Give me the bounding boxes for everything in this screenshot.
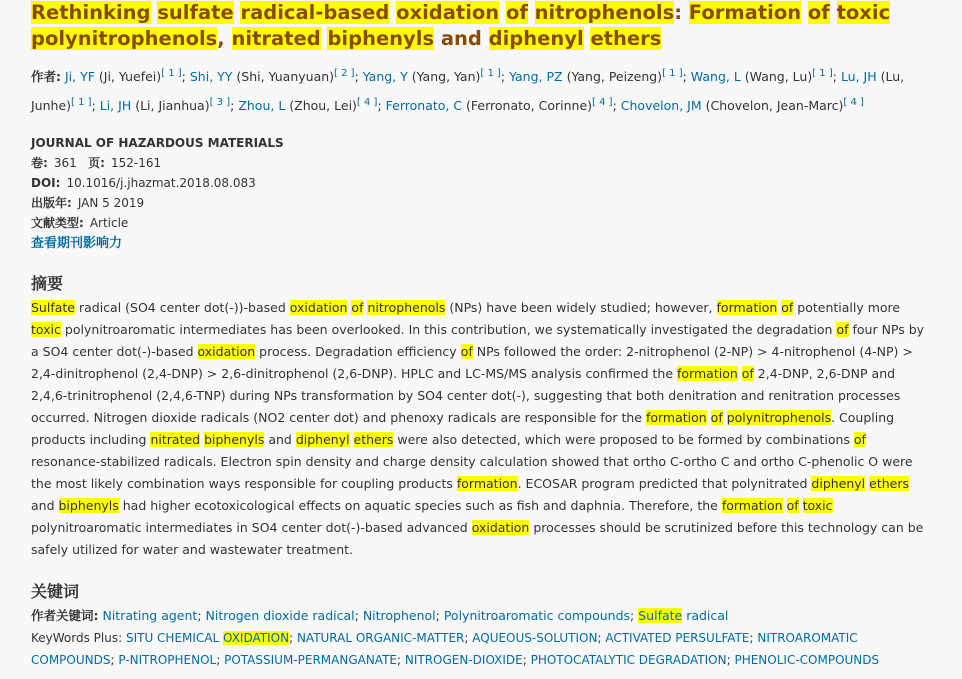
affiliation-ref-link[interactable]: [ 1 ] — [812, 68, 833, 79]
author-link[interactable]: Zhou, L — [238, 98, 286, 114]
search-term-highlight: oxidation — [197, 344, 256, 360]
author-link[interactable]: Lu, JH — [840, 69, 877, 85]
abstract-text: radical (SO4 center dot(-))-based — [74, 300, 290, 316]
author-full-name: (Zhou, Lei) — [285, 98, 357, 114]
search-term-highlight: biphenyls — [58, 498, 119, 514]
author-keywords-label: 作者关键词: — [31, 608, 99, 624]
search-term-highlight: radical-based — [240, 1, 390, 24]
keywords-plus-list — [31, 631, 879, 667]
doc-type-label: 文献类型: — [31, 216, 84, 231]
separator: ; — [354, 69, 363, 85]
keywords-plus-link-text: ACTIVATED PERSULFATE — [605, 631, 750, 646]
search-term-highlight: formation — [456, 476, 518, 492]
affiliation-ref-link[interactable]: [ 4 ] — [356, 97, 378, 109]
search-term-highlight: formation — [645, 410, 707, 426]
title-text — [499, 1, 506, 24]
keywords-plus-link[interactable] — [224, 653, 397, 667]
abstract-text: potentially more — [793, 300, 901, 316]
search-term-highlight: ethers — [590, 27, 662, 50]
abstract-text: processes should be scrutinized before this technology can be safely utilized for water and wastewater treatment. — [31, 520, 924, 558]
title-text: , — [217, 27, 232, 50]
title-text: : — [674, 1, 689, 24]
author-full-name: (Ferronato, Corinne) — [462, 98, 593, 114]
doi-row — [31, 173, 932, 193]
search-term-highlight: of — [853, 432, 866, 448]
affiliation-ref-link[interactable]: [ 1 ] — [71, 97, 92, 109]
keywords-plus-link-text: PHENOLIC-COMPOUNDS — [734, 653, 880, 668]
article-title — [31, 0, 932, 52]
search-term-highlight: oxidation — [396, 1, 500, 24]
keywords-plus-link[interactable] — [118, 653, 216, 667]
separator: ; — [377, 98, 386, 114]
year-value: JAN 5 2019 — [77, 196, 145, 211]
search-term-highlight: ethers — [353, 432, 394, 448]
doi-label: DOI: — [31, 176, 61, 191]
author-keywords-row — [31, 605, 932, 627]
search-term-highlight: polynitrophenols — [726, 410, 832, 426]
separator: ; — [464, 631, 473, 646]
search-term-highlight: of — [460, 344, 473, 360]
abstract-text: four NPs by a SO4 center dot(-)-based — [31, 322, 925, 360]
abstract-text — [31, 297, 932, 561]
search-term-highlight: diphenyl — [488, 27, 584, 50]
search-term-highlight: of — [781, 300, 794, 316]
abstract-text: and — [264, 432, 296, 448]
keywords-plus-link[interactable] — [405, 653, 523, 667]
keywords-plus-link-text: NATURAL ORGANIC-MATTER — [296, 631, 465, 646]
separator: ; — [181, 69, 190, 85]
abstract-text: were also detected, which were proposed to be formed by combinations — [393, 432, 854, 448]
author-full-name: (Lu, Junhe) — [31, 69, 905, 114]
title-text: and — [434, 27, 489, 50]
separator: ; — [230, 98, 239, 114]
title-text — [528, 1, 535, 24]
abstract-text — [799, 498, 803, 513]
separator: ; — [500, 69, 510, 85]
separator: ; — [354, 608, 363, 624]
keywords-plus-row — [31, 627, 932, 671]
abstract-text: (NPs) have been widely studied; however, — [445, 300, 717, 316]
abstract-text: . Coupling products including — [31, 410, 895, 448]
abstract-heading: 摘要 — [31, 274, 64, 294]
keywords-plus-link-text: POTASSIUM-PERMANGANATE — [224, 653, 397, 668]
separator: ; — [91, 98, 100, 114]
keywords-heading: 关键词 — [31, 582, 80, 602]
author-full-name: (Ji, Yuefei) — [94, 69, 162, 85]
author-keyword-link-text: Nitrating agent — [102, 608, 198, 624]
author-keyword-link-text: Polynitroaromatic compounds — [443, 608, 631, 624]
author-full-name: (Chovelon, Jean-Marc) — [701, 98, 844, 114]
search-term-highlight: toxic — [836, 1, 891, 24]
search-term-highlight: nitrated — [150, 432, 201, 448]
doc-type-value: Article — [89, 216, 129, 231]
keywords-plus-link-text: AQUEOUS-SOLUTION — [472, 631, 598, 646]
keywords-plus-link[interactable] — [734, 653, 879, 667]
search-term-highlight: Sulfate — [31, 300, 75, 316]
author-keyword-link-text: Nitrogen dioxide radical — [205, 608, 355, 624]
search-term-highlight: Rethinking — [31, 1, 151, 24]
affiliation-ref-link[interactable]: [ 4 ] — [592, 97, 613, 109]
author-keywords-list — [102, 608, 728, 623]
search-term-highlight: nitrophenols — [367, 300, 446, 316]
keywords-plus-link[interactable] — [605, 631, 749, 645]
search-term-highlight: diphenyl — [295, 432, 350, 448]
abstract-text: NPs followed the order: 2-nitrophenol (2-NP) > 4-nitrophenol (4-NP) > 2,4-dinitrophenol (2,4-DNP) > 2,6-dinitrophenol (2,6-DNP). HPLC and LC-MS/MS analysis confirmed the — [31, 344, 913, 382]
author-link[interactable]: Yang, Y — [362, 69, 408, 85]
author-keyword-link[interactable] — [444, 608, 630, 623]
search-term-highlight: nitrophenols — [534, 1, 675, 24]
author-full-name: (Yang, Yan) — [407, 69, 481, 85]
separator: ; — [682, 69, 691, 85]
year-label: 出版年: — [31, 196, 72, 211]
search-term-highlight: formation — [721, 498, 783, 514]
search-term-highlight: Formation — [688, 1, 802, 24]
keywords-plus-link-text: NITROAROMATIC COMPOUNDS — [31, 631, 858, 668]
affiliation-ref-link[interactable]: [ 2 ] — [334, 68, 355, 79]
separator: ; — [110, 653, 119, 668]
pages-label: 页: — [88, 156, 105, 171]
volume-pages — [31, 153, 932, 173]
keywords-plus-link[interactable] — [531, 653, 727, 667]
author-keyword-link[interactable] — [638, 608, 728, 623]
affiliation-ref-link[interactable]: [ 4 ] — [843, 97, 864, 109]
search-term-highlight: oxidation — [289, 300, 348, 316]
separator: ; — [612, 98, 621, 114]
search-term-highlight: formation — [716, 300, 778, 316]
author-keyword-link[interactable] — [102, 608, 197, 623]
search-term-highlight: oxidation — [471, 520, 530, 536]
author-link[interactable]: Yang, PZ — [509, 69, 563, 85]
keywords-plus-link[interactable] — [472, 631, 597, 645]
affiliation-ref-link[interactable]: [ 3 ] — [209, 97, 231, 109]
search-term-highlight: nitrated — [231, 27, 321, 50]
search-term-highlight: sulfate — [157, 1, 234, 24]
search-term-highlight: biphenyls — [327, 27, 435, 50]
search-term-highlight: of — [505, 1, 528, 24]
search-term-highlight: OXIDATION — [223, 631, 290, 646]
author-keyword-link-text: Nitrophenol — [362, 608, 436, 624]
doi-value: 10.1016/j.jhazmat.2018.08.083 — [66, 176, 256, 191]
search-term-highlight: of — [786, 498, 799, 514]
author-full-name: (Li, Jianhua) — [131, 98, 210, 114]
year-row — [31, 193, 932, 213]
separator: ; — [435, 608, 444, 624]
search-term-highlight: toxic — [802, 498, 833, 514]
separator: ; — [832, 69, 841, 85]
search-term-highlight: of — [710, 410, 723, 426]
author-link[interactable]: Shi, YY — [189, 69, 233, 85]
author-full-name: (Yang, Peizeng) — [562, 69, 663, 85]
journal-impact-link[interactable]: 查看期刊影响力 — [31, 236, 123, 252]
search-term-highlight: biphenyls — [204, 432, 265, 448]
authors-list — [31, 69, 904, 113]
search-term-highlight: diphenyl — [811, 476, 866, 492]
separator: ; — [197, 608, 206, 624]
abstract-text — [350, 432, 354, 447]
affiliation-ref-link[interactable]: [ 1 ] — [161, 68, 182, 79]
keywords-plus-link-text: SITU CHEMICAL — [125, 631, 224, 646]
search-term-highlight: of — [741, 366, 754, 382]
abstract-text: resonance-stabilized radicals. Electron spin density and charge density calculation showed that ortho C-ortho C and ortho C-phenolic O were the most likely combination ways responsible for coupling products — [31, 454, 913, 492]
keywords-plus-label: KeyWords Plus: — [31, 631, 123, 646]
author-link[interactable]: Li, JH — [99, 98, 132, 114]
search-term-highlight: of — [836, 322, 849, 338]
search-term-highlight: polynitrophenols — [31, 27, 218, 50]
separator: ; — [522, 653, 531, 668]
doc-type-row — [31, 213, 932, 233]
separator: ; — [216, 653, 225, 668]
abstract-text: and — [31, 498, 59, 514]
author-link[interactable]: Ji, YF — [64, 69, 95, 85]
abstract-text: polynitroaromatic intermediates has been overlooked. In this contribution, we systematically investigated the degradation — [60, 322, 837, 338]
separator: ; — [726, 653, 735, 668]
volume-value: 361 — [53, 156, 77, 171]
author-link[interactable]: Wang, L — [690, 69, 741, 85]
keywords-plus-link-text: P-NITROPHENOL — [118, 653, 217, 668]
keywords-plus-link-text: PHOTOCATALYTIC DEGRADATION — [530, 653, 727, 668]
author-keyword-link[interactable] — [363, 608, 436, 623]
author-keyword-link-text: radical — [682, 608, 729, 624]
author-full-name: (Shi, Yuanyuan) — [232, 69, 335, 85]
volume-label: 卷: — [31, 156, 48, 171]
abstract-text: process. Degradation efficiency — [255, 344, 461, 360]
separator: ; — [630, 608, 639, 624]
keywords-plus-link[interactable] — [126, 631, 289, 645]
search-term-highlight: Sulfate — [638, 608, 683, 624]
abstract-text — [783, 498, 787, 513]
search-term-highlight: ethers — [869, 476, 909, 492]
title-text — [830, 1, 837, 24]
separator: ; — [289, 631, 297, 646]
author-link[interactable]: Ferronato, C — [385, 98, 463, 114]
abstract-text: 2,4-DNP, 2,6-DNP and 2,4,6-trinitrophenol (2,4,6-TNP) during NPs transformation by SO4 center dot(-), suggesting that both denitration and renitration processes occurred. Nitrogen dioxide radicals (NO2 center dot) and phenoxy radicals are responsible for the — [31, 366, 901, 426]
search-term-highlight: toxic — [31, 322, 61, 338]
affiliation-ref-link[interactable]: [ 1 ] — [480, 68, 501, 79]
abstract-text: . ECOSAR program predicted that polynitrated — [517, 476, 812, 492]
authors-label: 作者: — [31, 69, 61, 85]
abstract-text: had higher ecotoxicological effects on aquatic species such as fish and daphnia. Therefore, the — [118, 498, 722, 514]
journal-name: JOURNAL OF HAZARDOUS MATERIALS — [31, 136, 284, 151]
authors-line — [31, 61, 932, 119]
abstract-text: polynitroaromatic intermediates in SO4 center dot(-)-based advanced — [31, 520, 472, 536]
keywords-plus-link[interactable] — [297, 631, 464, 645]
search-term-highlight: of — [807, 1, 830, 24]
keywords-plus-link-text: NITROGEN-DIOXIDE — [404, 653, 523, 668]
separator: ; — [749, 631, 758, 646]
author-full-name: (Wang, Lu) — [740, 69, 813, 85]
separator: ; — [397, 653, 405, 668]
affiliation-ref-link[interactable]: [ 1 ] — [662, 68, 683, 79]
pages-value: 152-161 — [110, 156, 162, 171]
search-term-highlight: formation — [677, 366, 738, 382]
search-term-highlight: of — [351, 300, 364, 316]
title-text — [801, 1, 808, 24]
author-link[interactable]: Chovelon, JM — [620, 98, 702, 114]
author-keyword-link[interactable] — [206, 608, 355, 623]
separator: ; — [597, 631, 606, 646]
